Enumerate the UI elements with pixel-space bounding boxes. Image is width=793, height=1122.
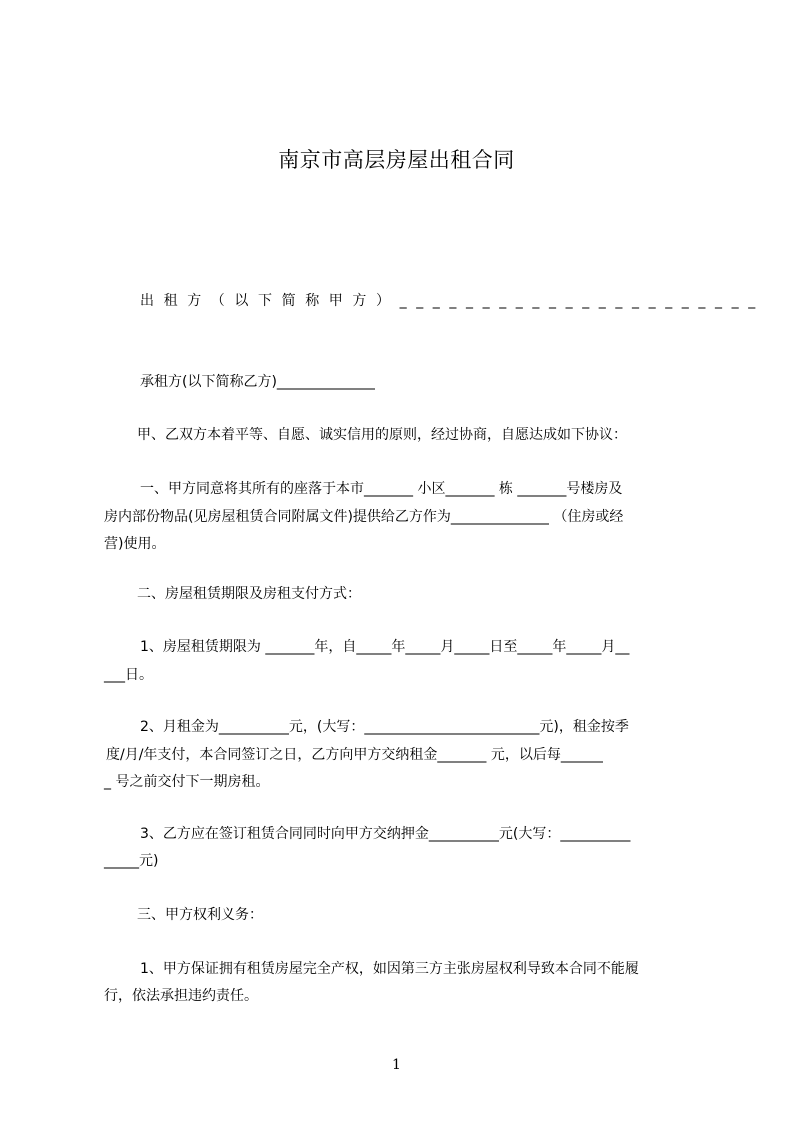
clause-3-1-line-2: 行，依法承担违约责任。	[104, 988, 258, 1004]
clause-1-line-3: 营)使用。	[104, 536, 166, 552]
clause-2-1-line-2: ___日。	[104, 667, 153, 683]
clause-2-heading: 二、房屋租赁期限及房租支付方式：	[137, 586, 361, 602]
page-number: 1	[392, 1057, 401, 1073]
clause-3-1-line-1: 1、甲方保证拥有租赁房屋完全产权，如因第三方主张房屋权利导致本合同不能履	[140, 961, 639, 977]
clause-2-2-line-3: _ 号之前交付下一期房租。	[104, 774, 270, 790]
clause-2-2-line-2: 度/月/年支付，本合同签订之日，乙方向甲方交纳租金_______ 元，以后每______	[106, 747, 603, 763]
clause-2-3-line-2: _____元)	[104, 853, 159, 869]
contract-title: 南京市高层房屋出租合同	[278, 148, 515, 172]
clause-3-heading: 三、甲方权利义务：	[137, 907, 263, 923]
clause-2-1-line-1: 1、房屋租赁期限为 _______年，自_____年_____月_____日至_____年_____月__	[140, 639, 630, 655]
lessor-line: 出租方（以下简称甲方）______________________	[140, 293, 765, 309]
clause-2-2-line-1: 2、月租金为__________元，(大写：_________________________元)，租金按季	[140, 719, 629, 735]
clause-1-line-1: 一、甲方同意将其所有的座落于本市_______ 小区_______ 栋 _______号楼房及	[140, 481, 623, 497]
clause-1-line-2: 房内部份物品(见房屋租赁合同附属文件)提供给乙方作为______________ （住房或经	[104, 509, 624, 525]
intro-paragraph: 甲、乙双方本着平等、自愿、诚实信用的原则，经过协商，自愿达成如下协议：	[137, 427, 627, 443]
clause-2-3-line-1: 3、乙方应在签订租赁合同同时向甲方交纳押金__________元(大写：__________	[140, 826, 631, 842]
lessee-line: 承租方(以下简称乙方)______________	[140, 374, 375, 390]
